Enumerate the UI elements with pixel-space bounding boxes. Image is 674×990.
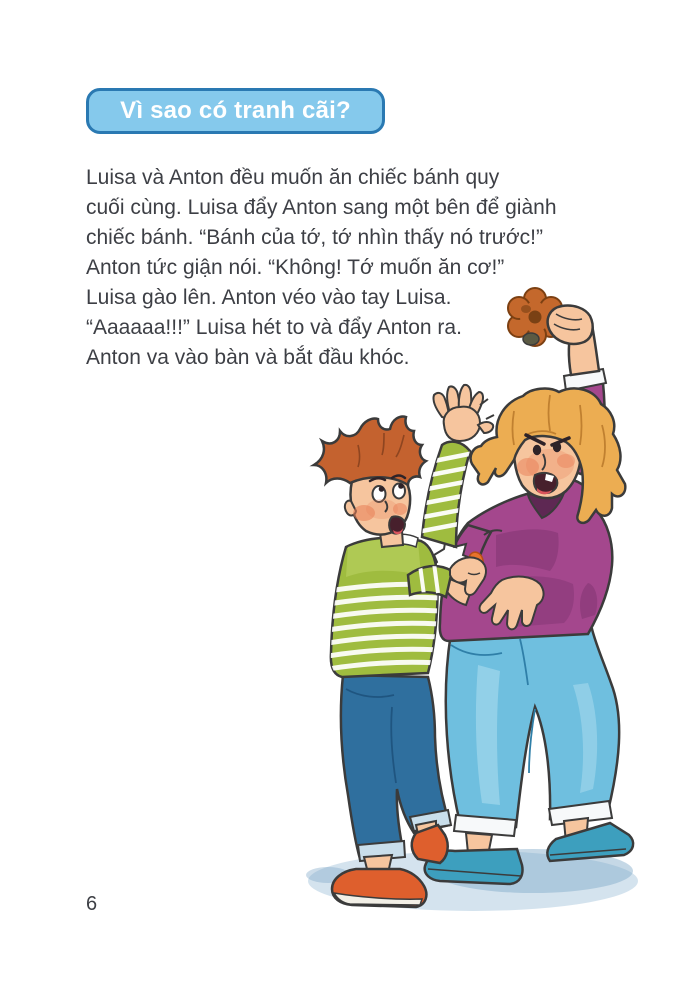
section-title-badge [86,88,385,134]
girl-figure [425,288,633,884]
section-title: Vì sao có tranh cãi? [120,97,351,124]
page-number: 6 [86,893,98,915]
story-line: “Aaaaaa!!!” Luisa hét to và đẩy Anton ra. [86,316,462,339]
story-line: Anton tức giận nói. “Không! Tớ muốn ăn cơ!” [86,256,505,279]
story-line: Luisa gào lên. Anton véo vào tay Luisa. [86,286,452,309]
story-line: chiếc bánh. “Bánh của tớ, tớ nhìn thấy nó trước!” [86,226,543,249]
story-line: Anton va vào bàn và bắt đầu khóc. [86,346,410,369]
illustration-kids-fighting [288,283,674,943]
story-line: cuối cùng. Luisa đẩy Anton sang một bên để giành [86,196,557,219]
story-line: Luisa và Anton đều muốn ăn chiếc bánh quy [86,166,500,189]
